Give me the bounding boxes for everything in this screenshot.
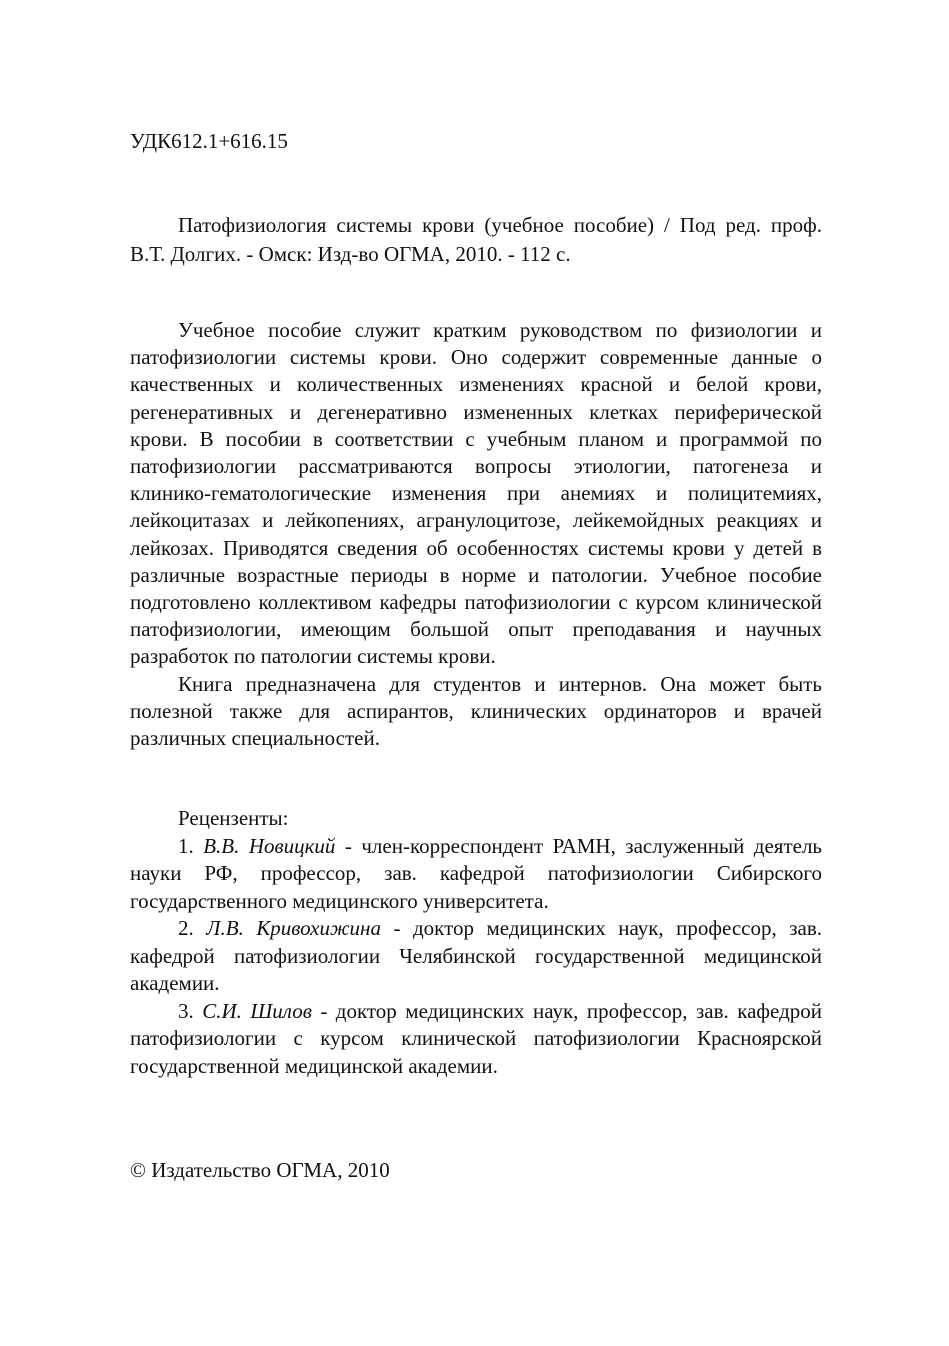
reviewer-item bbox=[130, 915, 822, 998]
reviewer-description: - доктор медицинских наук, профессор, зав. кафедрой патофизиологии Челябинской государственной медицинской академии. bbox=[130, 916, 823, 995]
reviewer-description: - доктор медицинских наук, профессор, зав. кафедрой патофизиологии с курсом клинической патофизиологии Красноярской государственной медицинской академии. bbox=[130, 998, 823, 1078]
bibliographic-record bbox=[130, 211, 822, 269]
reviewer-name: В.В. Новицкий bbox=[203, 833, 336, 858]
annotation bbox=[130, 317, 822, 752]
reviewers-heading: Рецензенты: bbox=[178, 806, 289, 830]
reviewer-description: - член-корреспондент РАМН, заслуженный деятель науки РФ, профессор, зав. кафедрой патофизиологии Сибирского государственного медицинского университета. bbox=[130, 833, 823, 913]
reviewer-number: 3. bbox=[178, 998, 194, 1023]
reviewer-number: 2. bbox=[178, 916, 194, 940]
reviewer-number: 1. bbox=[178, 833, 194, 858]
reviewers-section bbox=[130, 805, 822, 1080]
bibliographic-record-text: Патофизиология системы крови (учебное пособие) / Под ред. проф. В.Т. Долгих. - Омск: Изд-во ОГМА, 2010. - 112 с. bbox=[130, 213, 822, 266]
copyright-notice: © Издательство ОГМА, 2010 bbox=[130, 1158, 390, 1182]
annotation-paragraph-1: Учебное пособие служит кратким руководством по физиологии и патофизиологии системы крови. Оно содержит современные данные о качественных и количественных изменениях красной и белой крови, регенеративных и дегенеративно измененных клетках периферической крови. В пособии в соответствии с учебным планом и программой по патофизиологии рассматриваются вопросы этиологии, патогенеза и клинико-гематологические изменения при анемиях и полицитемиях, лейкоцитазах и лейкопениях, агранулоцитозе, лейкемойдных реакциях и лейкозах. Приводятся сведения об особенностях системы крови у детей в различные возрастные периоды в норме и патологии. Учебное пособие подготовлено коллективом кафедры патофизиологии с курсом клинической патофизиологии, имеющим большой опыт преподавания и научных разработок по патологии системы крови. bbox=[130, 318, 822, 669]
reviewer-item bbox=[130, 833, 822, 916]
reviewer-name: Л.В. Кривохижина bbox=[206, 916, 381, 940]
reviewer-name: С.И. Шилов bbox=[202, 998, 312, 1023]
annotation-paragraph-2: Книга предназначена для студентов и интернов. Она может быть полезной также для аспирантов, клинических ординаторов и врачей различных специальностей. bbox=[130, 671, 822, 751]
udk-code: УДК612.1+616.15 bbox=[130, 129, 288, 153]
reviewer-item bbox=[130, 998, 822, 1081]
